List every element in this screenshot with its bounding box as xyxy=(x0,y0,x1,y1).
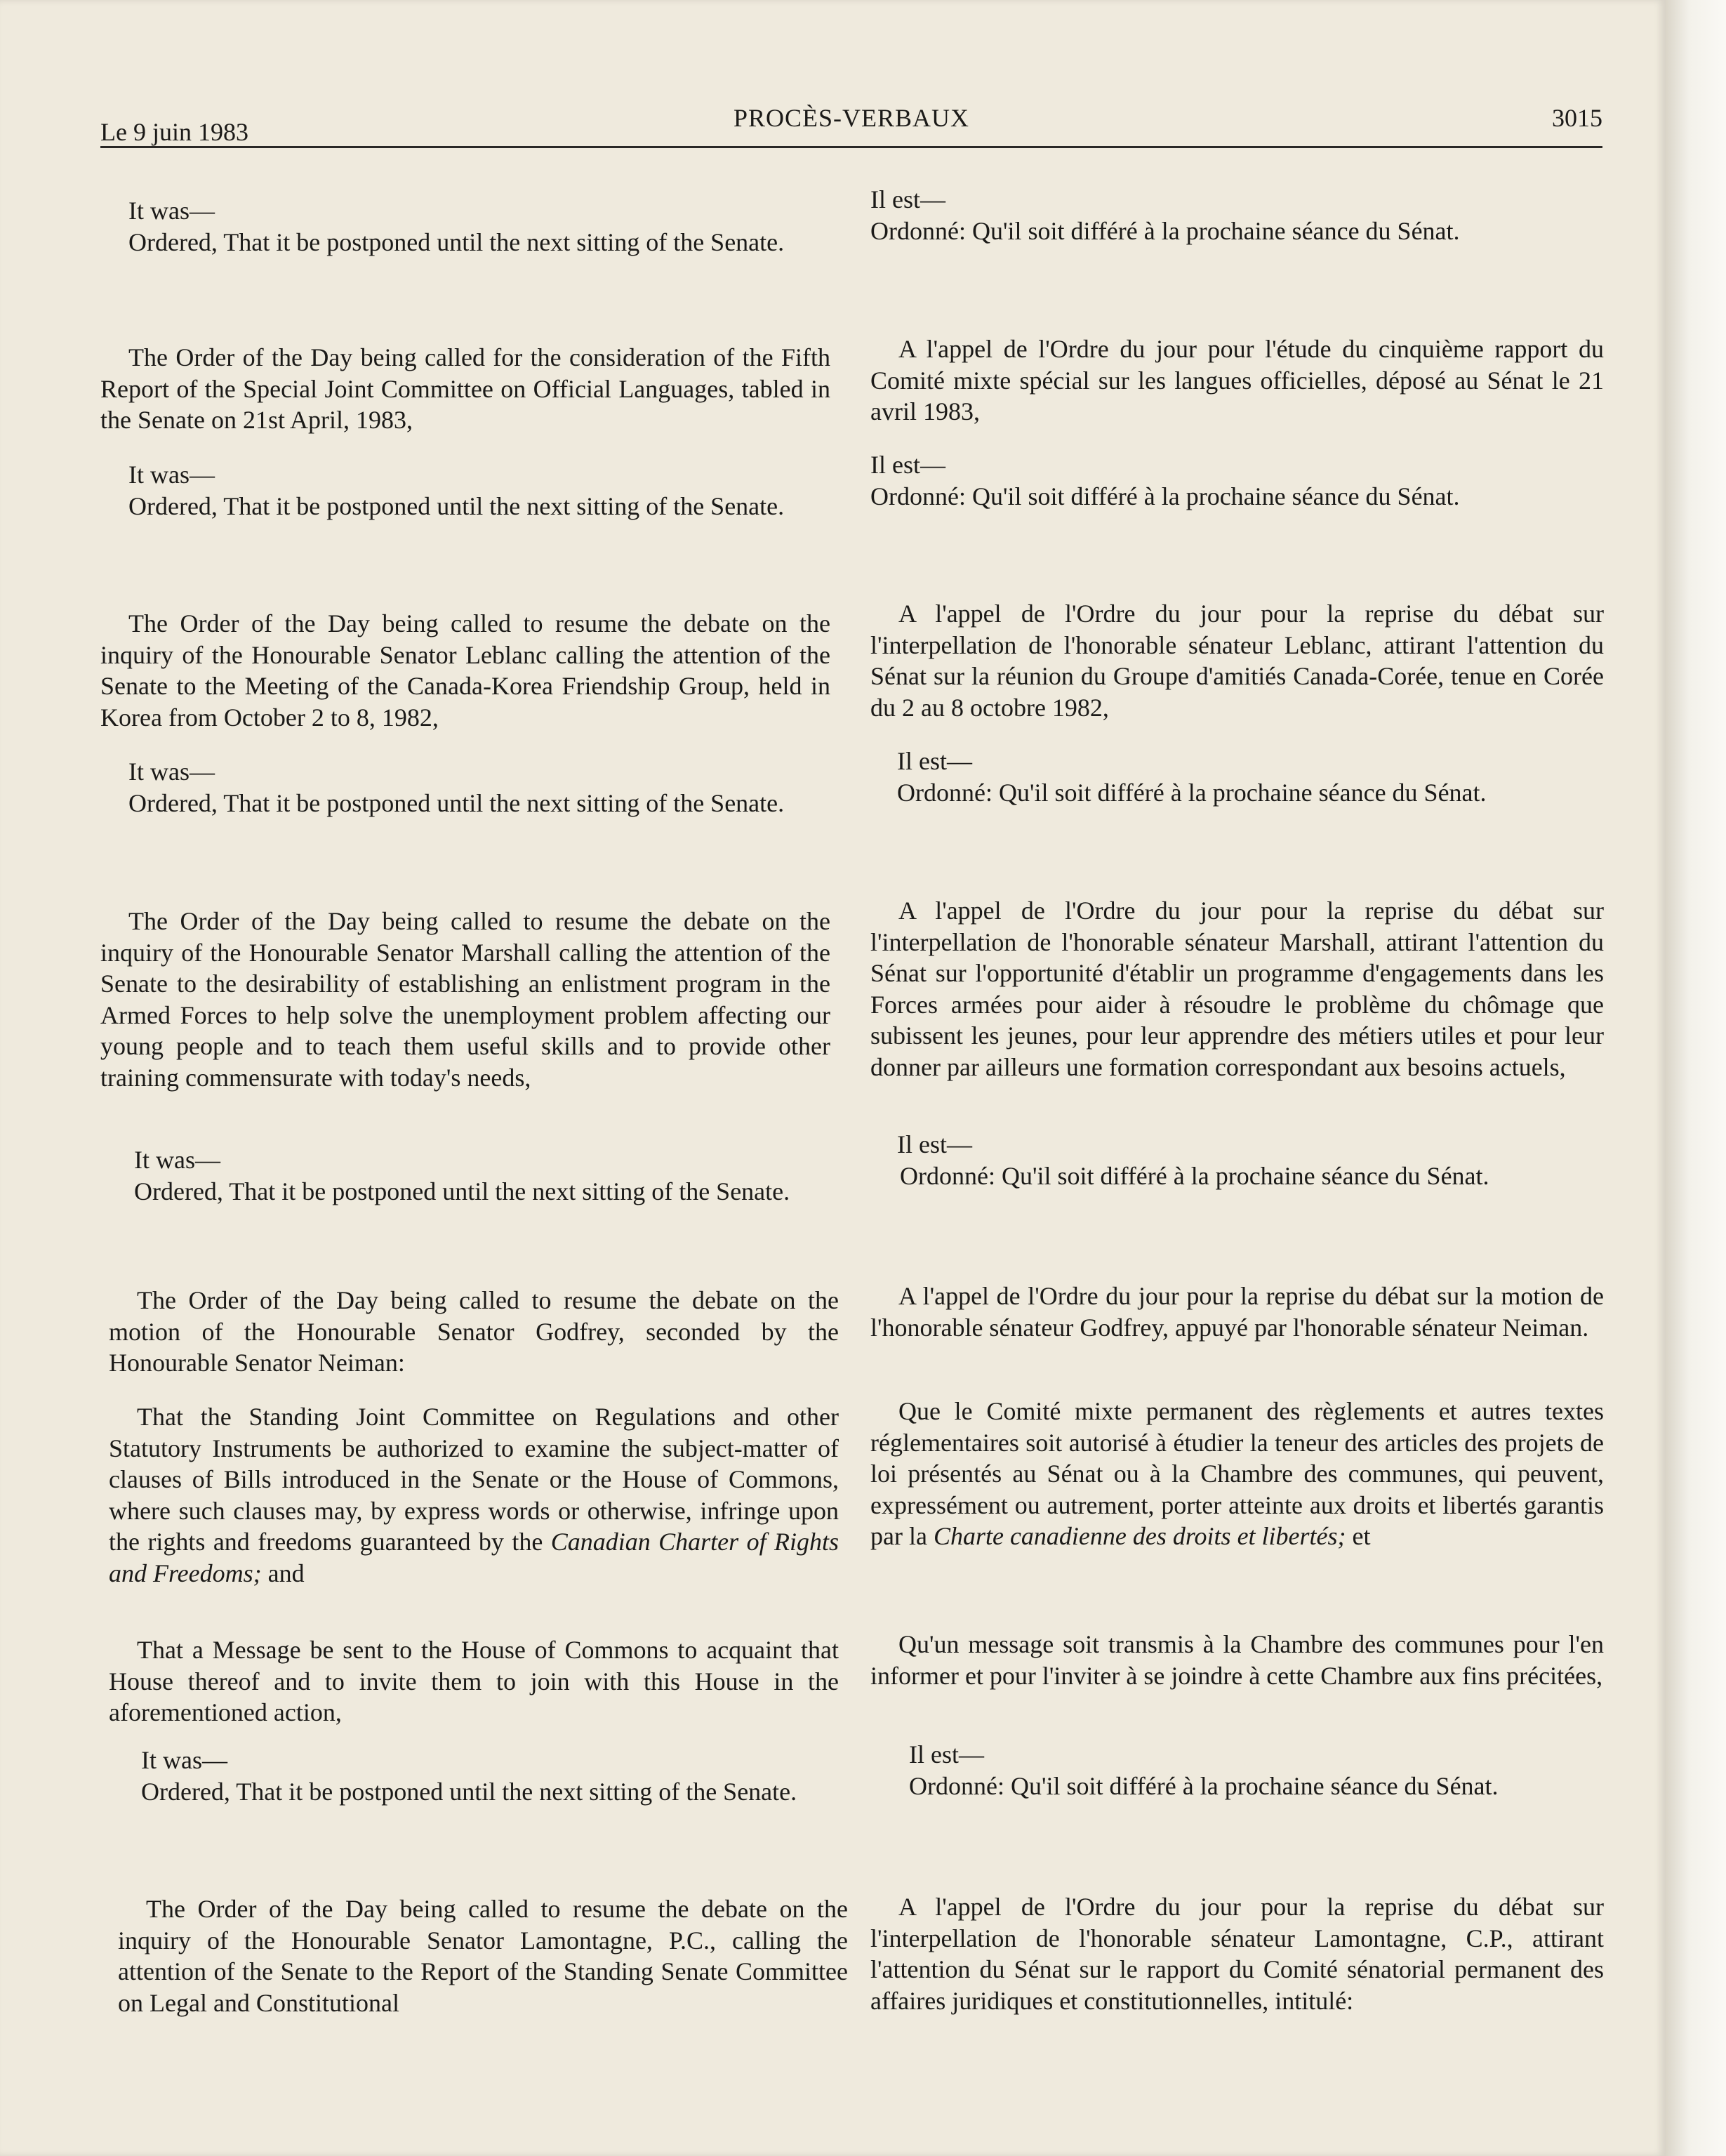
fr-il-est: Il est— xyxy=(897,1130,972,1158)
fr-ordonne: Ordonné: Qu'il soit différé à la prochaine séance du Sénat. xyxy=(870,482,1460,510)
en-motion-pre: That the Standing Joint Committee on Regulations and other Statutory Instruments be authorized to examine the subject-matter of clauses of Bills introduced in the Senate or the House of Commons, where such clauses may, by express words or otherwise, infringe upon the rights and freedoms guaranteed by the xyxy=(109,1403,839,1556)
en-entry-3-result xyxy=(100,756,830,819)
en-it-was: It was— xyxy=(134,1146,220,1174)
en-motion-text xyxy=(109,1401,839,1589)
fr-entry-1 xyxy=(870,184,1604,246)
fr-ordonne: Ordonné: Qu'il soit différé à la prochaine séance du Sénat. xyxy=(900,1161,1489,1190)
fr-motion-pre: Que le Comité mixte permanent des règlements et autres textes réglementaires soit autorisé à étudier la teneur des articles des projets de loi présentés au Sénat ou à la Chambre des communes, qui peuvent, expressément ou autrement, porter atteinte aux droits et libertés garantis par la xyxy=(870,1397,1604,1550)
en-entry-6 xyxy=(118,1893,848,2018)
en-entry-1 xyxy=(100,195,830,258)
fr-entry-6 xyxy=(870,1891,1604,2016)
fr-il-est: Il est— xyxy=(870,451,945,479)
en-order-intro: The Order of the Day being called for the consideration of the Fifth Report of the Special Joint Committee on Official Languages, tabled in the Senate on 21st April, 1983, xyxy=(100,343,830,434)
fr-ordonne: Ordonné: Qu'il soit différé à la prochaine séance du Sénat. xyxy=(909,1771,1499,1800)
header-title: PROCÈS-VERBAUX xyxy=(733,104,970,132)
en-entry-4 xyxy=(100,906,830,1093)
en-it-was: It was— xyxy=(128,197,215,225)
fr-order-intro: A l'appel de l'Ordre du jour pour la reprise du débat sur l'interpellation de l'honorable sénateur Lamontagne, C.P., attirant l'attention du Sénat sur le rapport du Comité sénatorial permanent des affaires juridiques et constitutionnelles, intitulé: xyxy=(870,1893,1604,2015)
en-charter-title: Canadian Charter of Rights and Freedoms; xyxy=(109,1528,839,1587)
en-message xyxy=(109,1634,839,1728)
fr-order-intro: A l'appel de l'Ordre du jour pour l'étude du cinquième rapport du Comité mixte spécial sur les langues officielles, déposé au Sénat le 21 avril 1983, xyxy=(870,335,1604,425)
fr-order-intro: A l'appel de l'Ordre du jour pour la reprise du débat sur l'interpellation de l'honorable sénateur Leblanc, attirant l'attention du Sénat sur la réunion du Groupe d'amitiés Canada-Corée, tenue en Corée du 2 au 8 octobre 1982, xyxy=(870,600,1604,722)
page-edge xyxy=(1665,0,1726,2156)
fr-message xyxy=(870,1629,1604,1691)
fr-order-intro: A l'appel de l'Ordre du jour pour la reprise du débat sur l'interpellation de l'honorable sénateur Marshall, attirant l'attention du Sénat sur l'opportunité d'établir un programme d'engagements dans les Forces armées pour aider à résoudre le problème du chômage que subissent les jeunes, pour leur apprendre des métiers utiles et pour leur donner par ailleurs une formation correspondant aux besoins actuels, xyxy=(870,897,1604,1081)
en-it-was: It was— xyxy=(141,1746,227,1774)
fr-il-est: Il est— xyxy=(897,747,972,775)
en-order-intro: The Order of the Day being called to resume the debate on the inquiry of the Honourable Senator Leblanc calling the attention of the Senate to the Meeting of the Canada-Korea Friendship Group, held in Korea from October 2 to 8, 1982, xyxy=(100,609,830,732)
fr-entry-5 xyxy=(870,1281,1604,1343)
fr-motion-text xyxy=(870,1396,1604,1552)
en-ordered: Ordered, That it be postponed until the next sitting of the Senate. xyxy=(128,788,785,817)
en-entry-2 xyxy=(100,342,830,436)
fr-entry-4 xyxy=(870,895,1604,1083)
fr-charter-title: Charte canadienne des droits et libertés; xyxy=(933,1522,1346,1550)
page-number: 3015 xyxy=(1552,104,1602,132)
fr-motion-post: et xyxy=(1352,1522,1371,1550)
en-motion xyxy=(109,1401,839,1589)
fr-entry-3-result xyxy=(870,746,1604,808)
en-order-intro: The Order of the Day being called to resume the debate on the inquiry of the Honourable Senator Lamontagne, P.C., calling the attention of the Senate to the Report of the Standing Senate Committee on Legal and Constitutional xyxy=(118,1895,848,2017)
en-entry-5-result xyxy=(113,1745,843,1807)
fr-entry-3 xyxy=(870,598,1604,723)
fr-ordonne: Ordonné: Qu'il soit différé à la prochaine séance du Sénat. xyxy=(897,778,1487,807)
en-ordered: Ordered, That it be postponed until the next sitting of the Senate. xyxy=(128,227,785,256)
header-rule xyxy=(100,146,1602,148)
fr-order-intro: A l'appel de l'Ordre du jour pour la reprise du débat sur la motion de l'honorable sénateur Godfrey, appuyé par l'honorable sénateur Neiman. xyxy=(870,1282,1604,1342)
en-entry-2-result xyxy=(100,459,830,522)
en-order-intro: The Order of the Day being called to resume the debate on the inquiry of the Honourable Senator Marshall calling the attention of the Senate to the desirability of establishing an enlistment program in the Armed Forces to help solve the unemployment problem affecting our young people and to teach them useful skills and to provide other training commensurate with today's needs, xyxy=(100,907,830,1092)
en-entry-3 xyxy=(100,608,830,733)
en-entry-5 xyxy=(109,1285,839,1379)
en-order-intro: The Order of the Day being called to resume the debate on the motion of the Honourable Senator Godfrey, seconded by the Honourable Senator Neiman: xyxy=(109,1286,839,1377)
fr-entry-5-result xyxy=(870,1739,1604,1801)
fr-ordonne: Ordonné: Qu'il soit différé à la prochaine séance du Sénat. xyxy=(870,216,1460,245)
en-ordered: Ordered, That it be postponed until the next sitting of the Senate. xyxy=(141,1777,797,1806)
en-it-was: It was— xyxy=(128,758,215,786)
fr-entry-4-result xyxy=(870,1129,1604,1191)
header-date: Le 9 juin 1983 xyxy=(100,118,248,146)
fr-entry-2-result xyxy=(870,449,1604,512)
en-it-was: It was— xyxy=(128,461,215,489)
en-ordered: Ordered, That it be postponed until the next sitting of the Senate. xyxy=(128,491,785,520)
fr-entry-2 xyxy=(870,333,1604,428)
page-header xyxy=(100,104,1602,147)
en-ordered: Ordered, That it be postponed until the next sitting of the Senate. xyxy=(134,1177,790,1205)
fr-il-est: Il est— xyxy=(909,1740,984,1768)
fr-message-text: Qu'un message soit transmis à la Chambre des communes pour l'en informer et pour l'inviter à se joindre à cette Chambre aux fins précitées, xyxy=(870,1630,1604,1690)
en-entry-4-result xyxy=(106,1144,836,1207)
fr-motion xyxy=(870,1396,1604,1552)
fr-il-est: Il est— xyxy=(870,185,945,213)
en-message-text: That a Message be sent to the House of Commons to acquaint that House thereof and to invite them to join with this House in the aforementioned action, xyxy=(109,1636,839,1726)
en-motion-post: and xyxy=(267,1559,305,1587)
